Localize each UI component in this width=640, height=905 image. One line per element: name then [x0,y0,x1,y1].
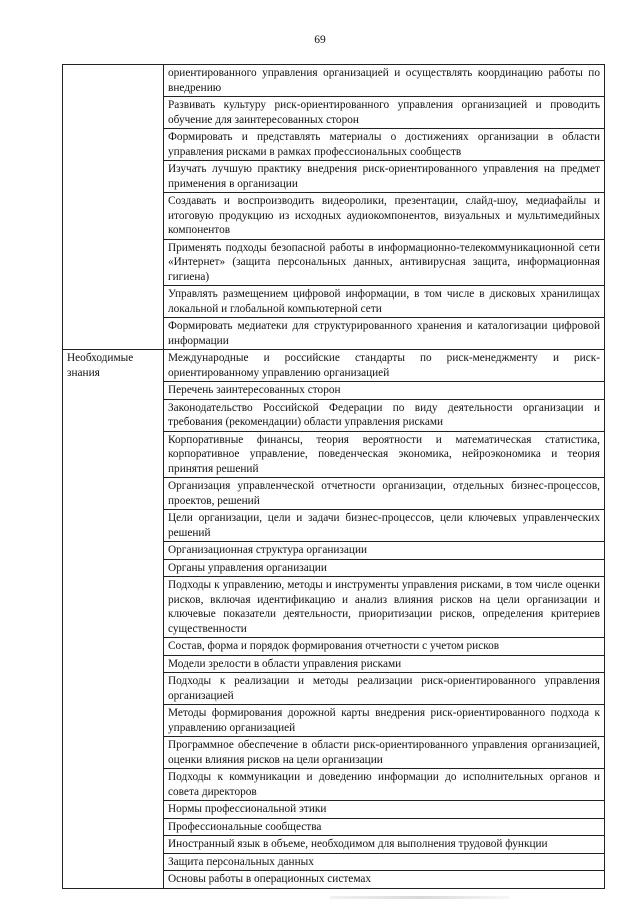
page-number: 69 [314,34,326,46]
requirements-table [62,64,605,889]
knowledge-item: Органы управления организации [164,559,605,577]
skill-item: ориентированного управления организацией и осуществлять координацию работы по внедрению [164,65,605,97]
knowledge-item: Профессиональные сообщества [164,818,605,836]
knowledge-item: Подходы к управлению, методы и инструменты управления рисками, в том числе оценки рисков, включая идентификацию и анализ влияния рисков на цели организации и ключевые показатели деятельности, приоритизации рисков, определения критериев существенности [164,577,605,638]
knowledge-item: Нормы профессиональной этики [164,801,605,819]
knowledge-item: Иностранный язык в объеме, необходимом для выполнения трудовой функции [164,836,605,854]
knowledge-item: Подходы к коммуникации и доведению информации до исполнительных органов и совета директоров [164,769,605,801]
knowledge-item: Международные и российские стандарты по риск-менеджменту и риск-ориентированному управлению организацией [164,350,605,382]
knowledge-item: Цели организации, цели и задачи бизнес-процессов, цели ключевых управленческих решений [164,510,605,542]
skill-item: Управлять размещением цифровой информации, в том числе в дисковых хранилищах локальной и глобальной компьютерной сети [164,286,605,318]
table-row [63,350,605,382]
skill-item: Формировать медиатеки для структурированного хранения и каталогизации цифровой информации [164,318,605,350]
knowledge-item: Программное обеспечение в области риск-ориентированного управления организацией, оценки влияния рисков на цели организации [164,737,605,769]
skill-item: Формировать и представлять материалы о достижениях организации в области управления рисками в рамках профессиональных сообществ [164,129,605,161]
skill-item: Применять подходы безопасной работы в информационно-телекоммуникационной сети «Интернет» (защита персональных данных, антивирусная защита, информационная гигиена) [164,239,605,286]
knowledge-item: Законодательство Российской Федерации по виду деятельности организации и требования (рекомендации) области управления рисками [164,399,605,431]
scan-artifact [330,896,510,899]
skill-item: Изучать лучшую практику внедрения риск-ориентированного управления на предмет применения в организации [164,161,605,193]
knowledge-item: Перечень заинтересованных сторон [164,382,605,400]
knowledge-item: Модели зрелости в области управления рисками [164,655,605,673]
row-label-empty [63,65,164,350]
knowledge-item: Состав, форма и порядок формирования отчетности с учетом рисков [164,638,605,656]
skill-item: Создавать и воспроизводить видеоролики, презентации, слайд-шоу, медиафайлы и итоговую продукцию из исходных аудиокомпонентов, визуальных и мультимедийных компонентов [164,193,605,240]
knowledge-item: Корпоративные финансы, теория вероятности и математическая статистика, корпоративное управление, поведенческая экономика, нейроэкономика и теория принятия решений [164,431,605,478]
skill-item: Развивать культуру риск-ориентированного управления организацией и проводить обучение для заинтересованных сторон [164,97,605,129]
knowledge-item: Защита персональных данных [164,853,605,871]
table-row [63,65,605,97]
knowledge-item: Подходы к реализации и методы реализации риск-ориентированного управления организацией [164,673,605,705]
knowledge-item: Методы формирования дорожной карты внедрения риск-ориентированного подхода к управлению организацией [164,705,605,737]
knowledge-item: Основы работы в операционных системах [164,871,605,889]
section-label-knowledge: Необходимые знания [63,350,164,889]
knowledge-item: Организационная структура организации [164,542,605,560]
knowledge-item: Организация управленческой отчетности организации, отдельных бизнес-процессов, проектов, решений [164,478,605,510]
